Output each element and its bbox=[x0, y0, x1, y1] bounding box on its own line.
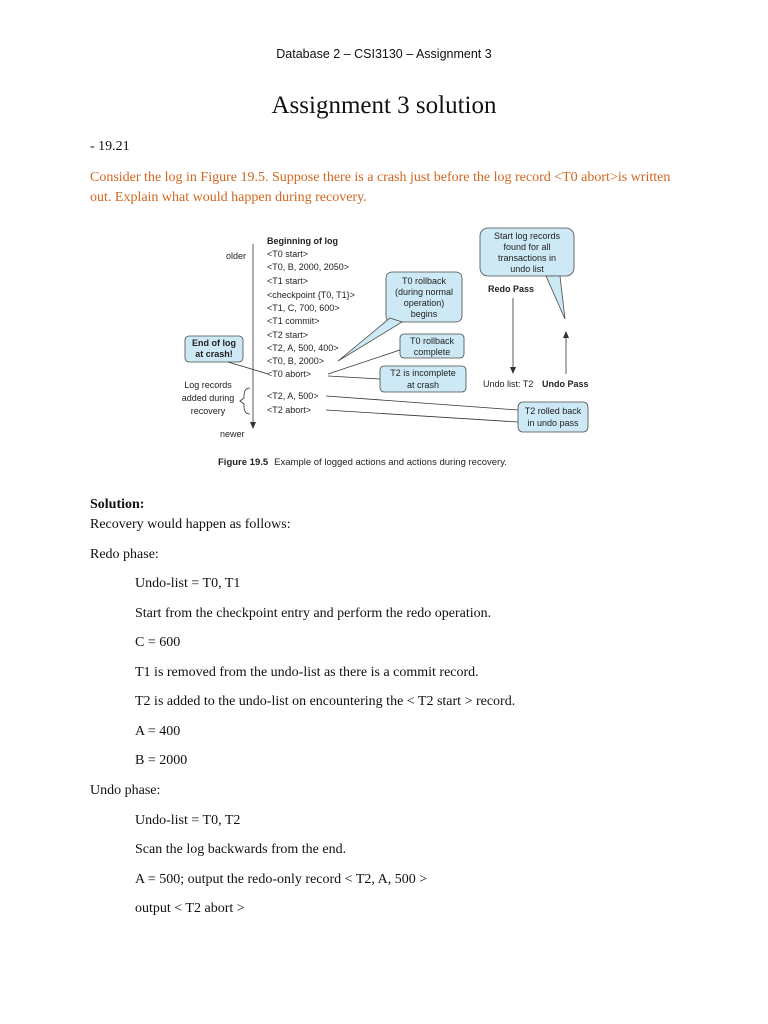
log-heading: Beginning of log bbox=[267, 236, 338, 246]
figure-caption bbox=[218, 457, 507, 468]
rolled-back-text: in undo pass bbox=[527, 418, 579, 428]
log-record: <T1, C, 700, 600> bbox=[267, 303, 340, 313]
solution-line: Undo-list = T0, T2 bbox=[135, 813, 241, 828]
page-title: Assignment 3 solution bbox=[271, 92, 497, 119]
question-number: - 19.21 bbox=[90, 139, 130, 154]
question-text: Consider the log in Figure 19.5. Suppose there is a crash just before the log record <T0 abort>is written out. Explain what would happen during recovery. bbox=[90, 170, 671, 205]
undo-pass-arrowhead bbox=[563, 331, 569, 338]
rolled-back-pointer bbox=[326, 396, 518, 410]
added-during-recovery-text: added during bbox=[181, 393, 235, 403]
solution-line: Recovery would happen as follows: bbox=[90, 517, 291, 532]
rollback-begins-text: begins bbox=[410, 309, 438, 319]
redo-pass-arrowhead bbox=[510, 367, 516, 374]
figure-19-5 bbox=[168, 224, 598, 452]
rollback-begins-text: operation) bbox=[403, 298, 445, 308]
solution-line: output < T2 abort > bbox=[135, 901, 245, 916]
rollback-begins-text: (during normal bbox=[394, 287, 454, 297]
rollback-begins-pointer bbox=[338, 318, 402, 361]
start-records-text: transactions in bbox=[497, 253, 557, 263]
solution-line: Undo phase: bbox=[90, 783, 161, 798]
solution-line: T2 is added to the undo-list on encountering the < T2 start > record. bbox=[135, 694, 516, 709]
solution-line: B = 2000 bbox=[135, 753, 188, 768]
log-axis-arrow bbox=[250, 422, 256, 429]
log-record: <T0, B, 2000> bbox=[267, 356, 325, 366]
added-during-recovery-text: Log records bbox=[184, 380, 232, 390]
log-record: <T2 abort> bbox=[267, 405, 312, 415]
incomplete-pointer bbox=[328, 376, 380, 379]
end-of-log-pointer bbox=[228, 362, 268, 374]
older-label: older bbox=[226, 251, 247, 261]
solution-line: Undo-list = T0, T1 bbox=[135, 576, 241, 591]
page-header: Database 2 – CSI3130 – Assignment 3 bbox=[276, 47, 492, 61]
solution-line: Scan the log backwards from the end. bbox=[135, 842, 347, 857]
incomplete-text: at crash bbox=[406, 380, 440, 390]
solution-line: C = 600 bbox=[135, 635, 181, 650]
start-records-text: Start log records bbox=[493, 231, 561, 241]
start-records-text: undo list bbox=[510, 264, 544, 274]
rollback-begins-text: T0 rollback bbox=[401, 276, 447, 286]
end-of-log-text: End of log bbox=[192, 338, 236, 348]
log-record: <T2, A, 500, 400> bbox=[267, 343, 339, 353]
start-records-pointer bbox=[546, 276, 565, 319]
log-record: <checkpoint {T0, T1}> bbox=[267, 290, 355, 300]
incomplete-text: T2 is incomplete bbox=[390, 368, 456, 378]
solution-heading: Solution: bbox=[90, 497, 145, 512]
figure-caption-number: Figure 19.5 bbox=[218, 457, 269, 468]
end-of-log-text: at crash! bbox=[195, 349, 233, 359]
undo-pass-label: Undo Pass bbox=[542, 379, 589, 389]
rollback-complete-text: complete bbox=[413, 347, 451, 357]
start-records-text: found for all bbox=[503, 242, 551, 252]
log-record: <T2, A, 500> bbox=[267, 391, 319, 401]
rollback-complete-text: T0 rollback bbox=[409, 336, 455, 346]
added-during-recovery-text: recovery bbox=[190, 406, 226, 416]
solution-line: A = 400 bbox=[135, 724, 181, 739]
added-brace bbox=[240, 388, 250, 414]
newer-label: newer bbox=[220, 429, 245, 439]
log-record: <T0 start> bbox=[267, 249, 309, 259]
rolled-back-text: T2 rolled back bbox=[524, 406, 582, 416]
log-record: <T2 start> bbox=[267, 330, 309, 340]
log-record: <T1 start> bbox=[267, 276, 309, 286]
solution-line: A = 500; output the redo-only record < T2, A, 500 > bbox=[135, 872, 428, 887]
solution-line: Start from the checkpoint entry and perform the redo operation. bbox=[135, 606, 492, 621]
redo-pass-label: Redo Pass bbox=[488, 284, 535, 294]
solution-line: Redo phase: bbox=[90, 547, 159, 562]
rolled-back-pointer bbox=[326, 410, 518, 422]
undo-list-label: Undo list: T2 bbox=[483, 379, 534, 389]
figure-caption-text: Example of logged actions and actions during recovery. bbox=[274, 457, 507, 468]
log-record: <T0 abort> bbox=[267, 369, 312, 379]
log-record: <T0, B, 2000, 2050> bbox=[267, 262, 350, 272]
solution-line: T1 is removed from the undo-list as there is a commit record. bbox=[135, 665, 479, 680]
log-record: <T1 commit> bbox=[267, 316, 320, 326]
